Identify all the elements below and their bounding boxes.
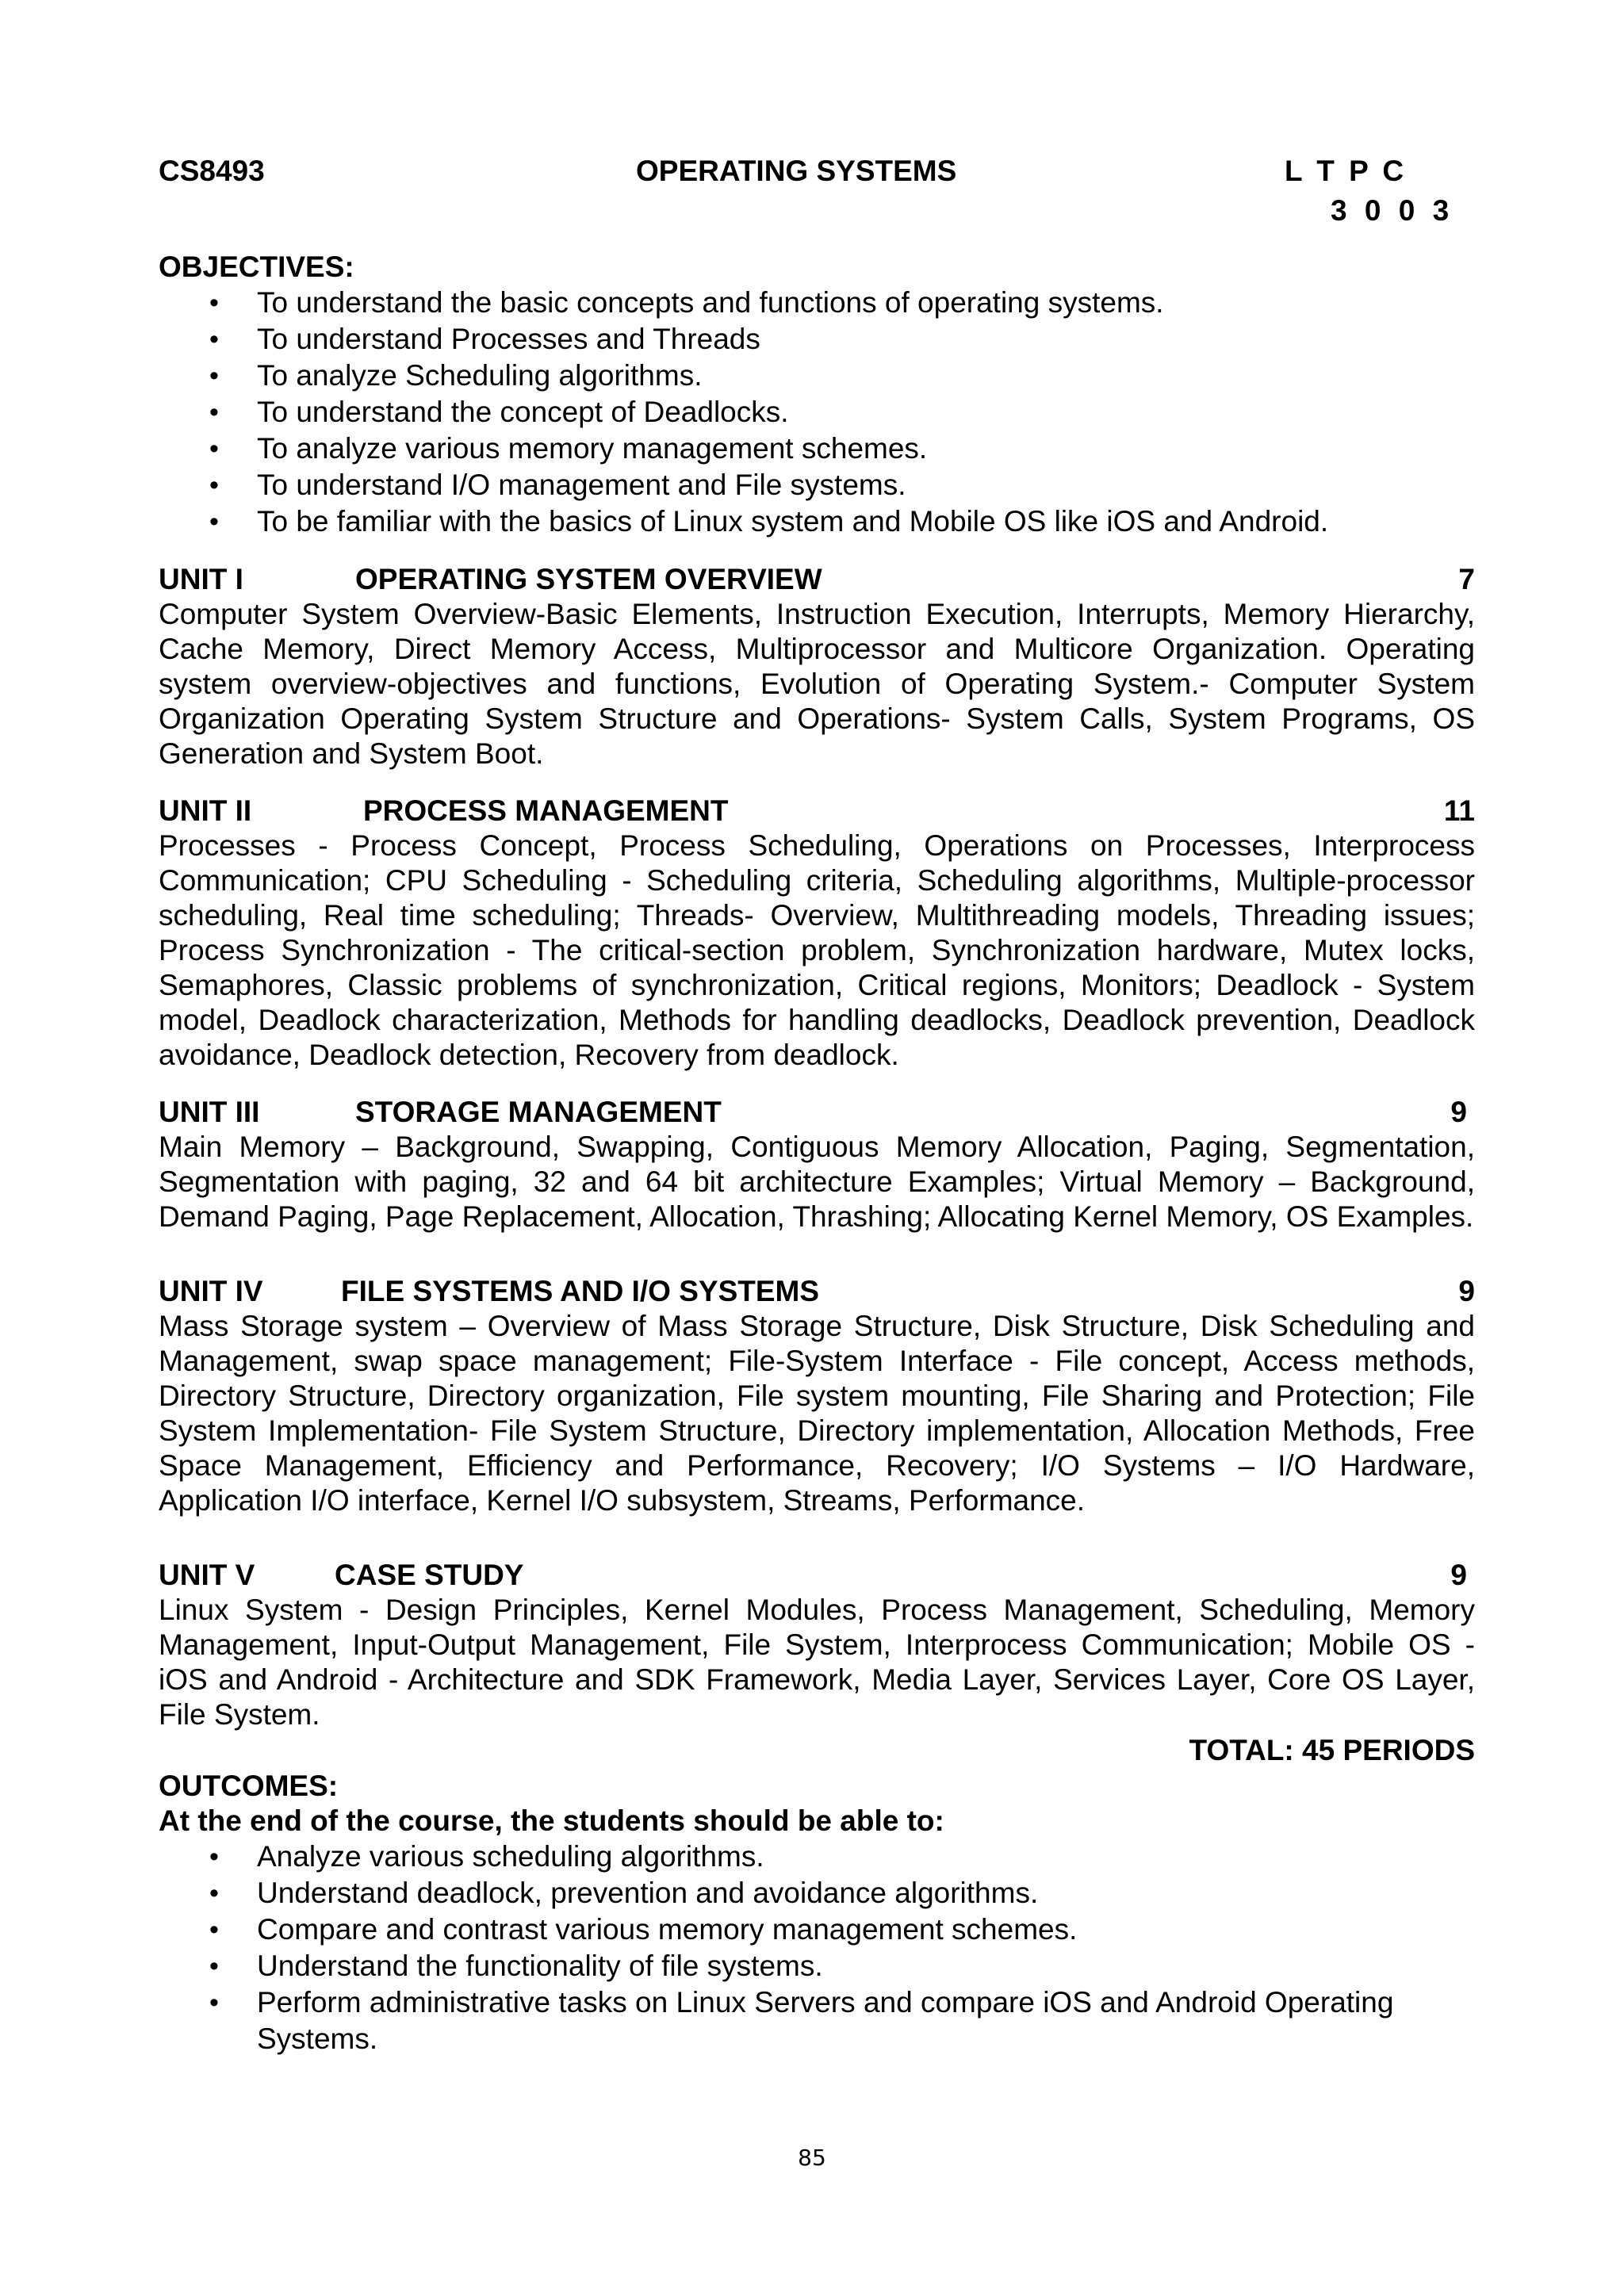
unit-content: Linux System - Design Principles, Kernel Modules, Process Management, Scheduling, Memory Management, Input-Output Management, File System, Interprocess Communication; Mobile OS - iOS and Android - Architecture and SDK Framework, Media Layer, Services Layer, Core OS Layer, File System. [159,1594,1475,1731]
objective-item: • To understand the concept of Deadlocks. [159,394,1475,430]
unit-title: CASE STUDY [335,1559,524,1591]
page-number: 85 [798,2145,826,2171]
unit-5 [159,1558,1475,1732]
unit-hours: 9 [1450,1096,1467,1128]
objective-item: • To be familiar with the basics of Linux system and Mobile OS like iOS and Android. [159,503,1475,540]
unit-content: Computer System Overview-Basic Elements, Instruction Execution, Interrupts, Memory Hierarchy, Cache Memory, Direct Memory Access, Multiprocessor and Multicore Organization. Operating system overview-objectives and functions, Evolution of Operating System.- Computer System Organization Operating System Structure and Operations- System Calls, System Programs, OS Generation and System Boot. [159,598,1475,770]
ltpc-values: 3 0 0 3 [1331,194,1454,227]
unit-title: STORAGE MANAGEMENT [355,1096,722,1128]
outcome-item: • Understand the functionality of file systems. [159,1948,1475,1984]
unit-title: FILE SYSTEMS AND I/O SYSTEMS [341,1275,820,1307]
outcomes-title: OUTCOMES: [159,1770,339,1802]
course-header [159,155,1475,194]
unit-heading [159,1558,1475,1593]
unit-heading [159,1095,1475,1130]
unit-title: PROCESS MANAGEMENT [363,794,729,827]
objectives-section [159,250,1475,540]
course-code: CS8493 [159,155,265,187]
course-title: OPERATING SYSTEMS [636,155,957,187]
unit-number: UNIT II [159,794,252,827]
objectives-title: OBJECTIVES: [159,251,354,283]
unit-number: UNIT III [159,1096,260,1128]
unit-hours: 11 [1443,794,1475,827]
unit-3 [159,1095,1475,1234]
credits-row [159,194,1475,250]
objective-item: • To analyze Scheduling algorithms. [159,358,1475,394]
unit-heading [159,1274,1475,1309]
unit-number: UNIT IV [159,1275,263,1307]
unit-1 [159,562,1475,771]
unit-content: Mass Storage system – Overview of Mass Storage Structure, Disk Structure, Disk Scheduling and Management, swap space management; File-System Interface - File concept, Access methods, Directory Structure, Directory organization, File system mounting, File Sharing and Protection; File System Implementation- File System Structure, Directory implementation, Allocation Methods, Free Space Management, Efficiency and Performance, Recovery; I/O Systems – I/O Hardware, Application I/O interface, Kernel I/O subsystem, Streams, Performance. [159,1310,1475,1517]
outcomes-section [159,1769,1475,2057]
outcome-item: • Understand deadlock, prevention and avoidance algorithms. [159,1875,1475,1911]
objective-item: • To analyze various memory management schemes. [159,430,1475,467]
unit-content: Processes - Process Concept, Process Scheduling, Operations on Processes, Interprocess Communication; CPU Scheduling - Scheduling criteria, Scheduling algorithms, Multiple-processor scheduling, Real time scheduling; Threads- Overview, Multithreading models, Threading issues; Process Synchronization - The critical-section problem, Synchronization hardware, Mutex locks, Semaphores, Classic problems of synchronization, Critical regions, Monitors; Deadlock - System model, Deadlock characterization, Methods for handling deadlocks, Deadlock prevention, Deadlock avoidance, Deadlock detection, Recovery from deadlock. [159,829,1475,1071]
unit-title: OPERATING SYSTEM OVERVIEW [355,563,822,595]
outcome-item: • Analyze various scheduling algorithms. [159,1839,1475,1875]
unit-hours: 7 [1458,563,1475,595]
outcome-item: • Perform administrative tasks on Linux Servers and compare iOS and Android Operating Systems. [159,1984,1475,2057]
unit-hours: 9 [1458,1275,1475,1307]
unit-number: UNIT I [159,563,243,595]
ltpc-label: L T P C [1285,155,1408,187]
unit-heading [159,794,1475,828]
outcomes-list [159,1839,1475,2057]
unit-hours: 9 [1450,1559,1467,1591]
objective-item: • To understand the basic concepts and functions of operating systems. [159,285,1475,321]
outcomes-intro: At the end of the course, the students should be able to: [159,1804,944,1837]
syllabus-page [159,155,1475,2057]
objectives-list [159,285,1475,540]
objective-item: • To understand Processes and Threads [159,321,1475,358]
unit-content: Main Memory – Background, Swapping, Contiguous Memory Allocation, Paging, Segmentation, Segmentation with paging, 32 and 64 bit architecture Examples; Virtual Memory – Background, Demand Paging, Page Replacement, Allocation, Thrashing; Allocating Kernel Memory, OS Examples. [159,1131,1475,1233]
outcome-item: • Compare and contrast various memory management schemes. [159,1911,1475,1948]
unit-number: UNIT V [159,1559,255,1591]
total-periods: TOTAL: 45 PERIODS [1189,1734,1475,1766]
unit-heading [159,562,1475,597]
objective-item: • To understand I/O management and File systems. [159,467,1475,503]
unit-2 [159,794,1475,1073]
unit-4 [159,1274,1475,1518]
